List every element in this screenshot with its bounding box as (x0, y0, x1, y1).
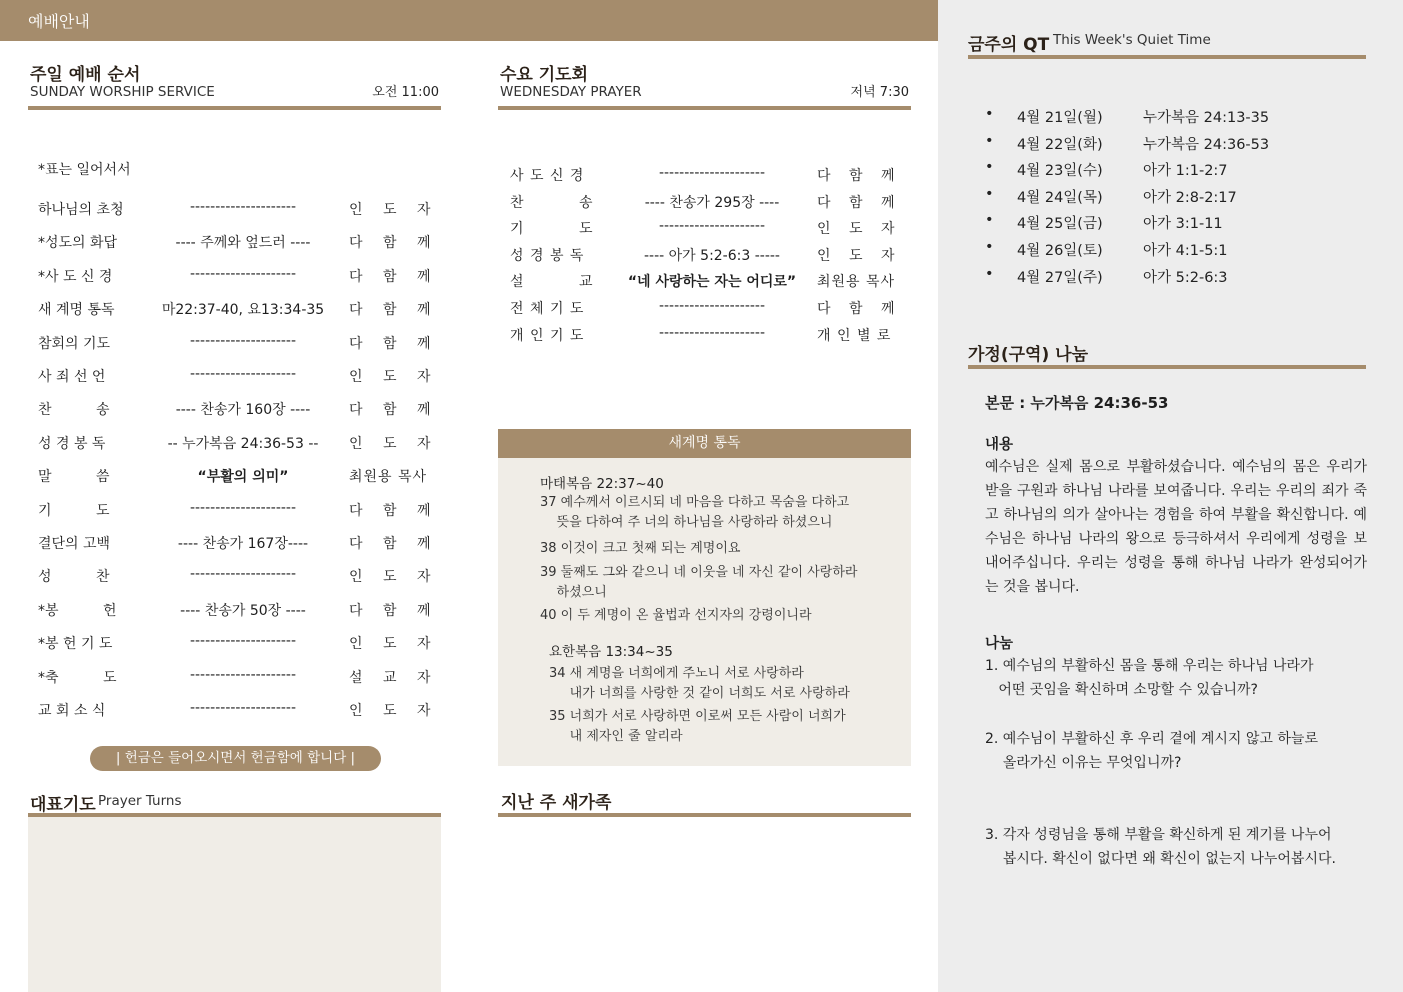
order-leader: 다 함 께 (349, 268, 439, 285)
bullet-icon: • (985, 132, 994, 149)
new-family-header (498, 786, 911, 817)
wednesday-order-row (510, 218, 910, 238)
order-leader: 설 교 자 (349, 669, 439, 686)
wednesday-subtitle: WEDNESDAY PRAYER (500, 84, 642, 100)
order-leader: 최원용 목사 (817, 274, 896, 291)
matthew-verse-line: 하셨으니 (540, 585, 607, 600)
order-detail: 마22:37-40, 요13:34-35 (161, 302, 325, 319)
order-item: 교 회 소 식 (38, 703, 106, 719)
order-leader: 인 도 자 (349, 435, 439, 452)
order-item: *봉 헌 기 도 (38, 636, 113, 653)
john-verse-line: 내 제자인 줄 알리라 (549, 729, 683, 744)
bullet-icon: • (985, 265, 994, 282)
sunday-order-row (38, 566, 441, 586)
order-detail: ---- 찬송가 295장 ---- (644, 194, 780, 211)
sunday-order-row (38, 600, 441, 620)
qt-passage: 아가 1:1-2:7 (1143, 163, 1228, 180)
prayer-turns-box (28, 817, 441, 992)
order-detail: --------------------- (189, 332, 297, 349)
order-detail: --------------------- (189, 566, 297, 583)
qt-date: 4월 25일(금) (1017, 216, 1103, 233)
qt-date: 4월 22일(화) (1017, 136, 1103, 153)
sunday-order-row (38, 667, 441, 687)
sharing-question-1: 1. 예수님의 부활하신 몸을 통해 우리는 하나님 나라가 어떤 곳임을 확신하며 소망할 수 있습니까? (985, 658, 1314, 698)
order-item: *성도의 화답 (38, 235, 118, 252)
order-item: *봉 헌 (38, 602, 117, 619)
qt-item (985, 133, 1365, 153)
order-leader: 인 도 자 (349, 703, 439, 719)
order-leader: 다 함 께 (349, 302, 439, 319)
sunday-order-row (38, 366, 441, 386)
qt-item (985, 266, 1365, 286)
order-item: 찬 송 (38, 402, 110, 419)
qt-passage: 누가복음 24:13-35 (1143, 110, 1270, 126)
order-detail: --------------------- (189, 199, 297, 215)
order-detail: ---- 찬송가 50장 ---- (180, 602, 306, 619)
header-band (0, 0, 938, 41)
bullet-icon: • (985, 185, 994, 202)
order-item: *축 도 (38, 669, 117, 686)
qt-item (985, 106, 1365, 126)
wednesday-order-row (510, 192, 910, 212)
sunday-order-row (38, 466, 441, 486)
order-item: 기 도 (38, 502, 110, 519)
sharing-question-3: 3. 각자 성령님을 통해 부활을 확신하게 된 계기를 나누어 봅시다. 확신이 없다면 왜 확신이 없는지 나누어봅시다. (985, 827, 1336, 867)
sunday-order-row (38, 333, 441, 353)
sunday-order-row (38, 633, 441, 653)
qt-date: 4월 27일(주) (1017, 269, 1103, 286)
order-leader: 다 함 께 (817, 194, 902, 211)
order-item: 말 씀 (38, 469, 110, 486)
new-commandment-title: 새계명 통독 (498, 429, 911, 458)
wednesday-order-row (510, 298, 910, 318)
qt-title: 금주의 QT (968, 35, 1050, 55)
matthew-verse-line: 39 둘째도 그와 같으니 네 이웃을 네 자신 같이 사랑하라 (540, 565, 858, 580)
sharing-content: 예수님은 실제 몸으로 부활하셨습니다. 예수님의 몸은 우리가 받을 구원과 하나님 나라를 보여줍니다. 우리는 우리의 죄가 죽고 하나님의 의가 살아나는 경험을 하여 부활을 확신합니다. 예수님은 하나님 나라의 왕으로 등극하셔서 우리에게 성령을 보내어주십니다. 우리는 성령을 통해 하나님 나라가 완성되어가는 것을 봅니다. (985, 459, 1367, 595)
bullet-icon: • (985, 212, 994, 229)
sunday-note: *표는 일어서서 (38, 162, 131, 178)
qt-passage: 누가복음 24:36-53 (1143, 136, 1270, 153)
order-leader: 다 함 께 (349, 602, 439, 619)
qt-passage: 아가 5:2-6:3 (1143, 269, 1228, 286)
sharing-title: 가정(구역) 나눔 (968, 345, 1088, 365)
qt-date: 4월 23일(수) (1017, 163, 1103, 180)
sunday-order-row (38, 199, 441, 219)
order-item: 성 경 봉 독 (510, 247, 585, 264)
qt-date: 4월 21일(월) (1017, 110, 1103, 126)
order-detail: --------------------- (189, 633, 297, 650)
order-leader: 다 함 께 (817, 168, 902, 184)
qt-item (985, 239, 1365, 259)
sharing-header (968, 338, 1366, 369)
sharing-text-label: 본문 : 누가복음 24:36-53 (985, 394, 1169, 412)
sunday-time: 오전 11:00 (372, 85, 439, 100)
sunday-order-row (38, 500, 441, 520)
order-item: 결단의 고백 (38, 536, 111, 552)
order-item: 하나님의 초청 (38, 202, 124, 218)
header-band-title: 예배안내 (28, 12, 90, 31)
sunday-order-row (38, 232, 441, 252)
new-family-title: 지난 주 새가족 (501, 793, 612, 813)
qt-item (985, 186, 1365, 206)
order-detail: “네 사랑하는 자는 어디로” (627, 274, 797, 291)
prayer-turns-title: 대표기도 (30, 795, 96, 815)
qt-passage: 아가 4:1-5:1 (1143, 243, 1228, 259)
order-item: 기 도 (510, 221, 594, 238)
matthew-ref: 마태복음 22:37~40 (540, 476, 664, 492)
qt-subtitle: This Week's Quiet Time (1053, 32, 1211, 48)
order-detail: ---- 찬송가 160장 ---- (175, 402, 311, 419)
order-detail: --------------------- (658, 298, 766, 314)
order-detail: -- 누가복음 24:36-53 -- (167, 435, 319, 452)
qt-item (985, 159, 1365, 179)
john-verse-line: 내가 너희를 사랑한 것 같이 너희도 서로 사랑하라 (549, 686, 850, 701)
sunday-order-row (38, 533, 441, 553)
bullet-icon: • (985, 106, 994, 122)
order-item: 개 인 기 도 (510, 327, 585, 344)
order-leader: 다 함 께 (349, 235, 439, 252)
order-item: 사 죄 선 언 (38, 369, 106, 385)
order-leader: 인 도 자 (349, 202, 439, 218)
order-item: *사 도 신 경 (38, 268, 113, 285)
qt-passage: 아가 3:1-11 (1143, 216, 1223, 233)
qt-passage: 아가 2:8-2:17 (1143, 189, 1237, 206)
order-item: 찬 송 (510, 194, 594, 211)
order-leader: 다 함 께 (349, 502, 439, 519)
order-detail: --------------------- (658, 218, 766, 235)
order-leader: 인 도 자 (349, 569, 439, 586)
order-detail: ---- 주께와 엎드러 ---- (175, 235, 311, 252)
wednesday-order-row (510, 245, 910, 265)
order-item: 사 도 신 경 (510, 168, 585, 184)
wednesday-header (498, 60, 911, 110)
qt-header (968, 28, 1366, 59)
order-leader: 다 함 께 (349, 536, 439, 552)
prayer-turns-header (28, 790, 441, 817)
sunday-order-row (38, 266, 441, 286)
order-detail: --------------------- (189, 499, 297, 516)
bullet-icon: • (985, 159, 994, 176)
sharing-questions-label: 나눔 (985, 636, 1014, 652)
order-item: 새 계명 통독 (38, 302, 115, 319)
matthew-verse-line: 40 이 두 계명이 온 율법과 선지자의 강령이니라 (540, 608, 812, 623)
john-verse-line: 35 너희가 서로 사랑하면 이로써 모든 사람이 너희가 (549, 709, 846, 724)
order-detail: “부활의 의미” (197, 469, 289, 486)
order-detail: --------------------- (189, 666, 297, 683)
order-item: 성 찬 (38, 569, 110, 586)
order-leader: 인 도 자 (817, 247, 902, 264)
john-ref: 요한복음 13:34~35 (549, 644, 673, 660)
offering-note: | 헌금은 들어오시면서 헌금함에 합니다 | (90, 746, 381, 771)
qt-date: 4월 24일(목) (1017, 189, 1103, 206)
qt-item (985, 212, 1365, 232)
order-leader: 인 도 자 (349, 636, 439, 653)
sunday-order-row (38, 399, 441, 419)
wednesday-title: 수요 기도회 (500, 65, 589, 85)
order-item: 설 교 (510, 274, 594, 291)
sharing-question-2: 2. 예수님이 부활하신 후 우리 곁에 계시지 않고 하늘로 올라가신 이유는 무엇입니까? (985, 731, 1318, 771)
sunday-order-row (38, 299, 441, 319)
bullet-icon: • (985, 239, 994, 255)
sunday-subtitle: SUNDAY WORSHIP SERVICE (30, 84, 215, 100)
matthew-verse-line: 37 예수께서 이르시되 네 마음을 다하고 목숨을 다하고 (540, 495, 850, 510)
order-detail: --------------------- (189, 700, 297, 716)
matthew-verse-line: 뜻을 다하여 주 너의 하나님을 사랑하라 하셨으니 (540, 515, 833, 530)
order-detail: --------------------- (189, 366, 297, 382)
order-item: 성 경 봉 독 (38, 435, 106, 452)
order-leader: 다 함 께 (349, 335, 439, 352)
order-leader: 최원용 목사 (349, 469, 428, 486)
order-item: 전 체 기 도 (510, 301, 585, 317)
wednesday-time: 저녁 7:30 (850, 85, 909, 100)
order-detail: --------------------- (658, 324, 766, 341)
order-item: 참회의 기도 (38, 335, 111, 352)
sunday-title: 주일 예배 순서 (30, 65, 141, 85)
sunday-order-row (38, 433, 441, 453)
wednesday-order-row (510, 325, 910, 345)
prayer-turns-subtitle: Prayer Turns (98, 793, 182, 809)
sunday-order-row (38, 700, 441, 720)
order-leader: 인 도 자 (349, 369, 439, 385)
order-leader: 인 도 자 (817, 221, 902, 238)
order-detail: ---- 아가 5:2-6:3 ----- (644, 247, 780, 264)
wednesday-order-row (510, 165, 910, 185)
order-leader: 다 함 께 (349, 402, 439, 419)
john-verse-line: 34 새 계명을 너희에게 주노니 서로 사랑하라 (549, 666, 804, 681)
wednesday-order-row (510, 271, 910, 291)
matthew-verse-line: 38 이것이 크고 첫째 되는 계명이요 (540, 541, 741, 556)
order-detail: --------------------- (658, 165, 766, 181)
sunday-header (28, 60, 441, 110)
sharing-content-label: 내용 (985, 437, 1014, 453)
order-leader: 개 인 별 로 (817, 327, 892, 344)
qt-date: 4월 26일(토) (1017, 243, 1103, 259)
order-detail: --------------------- (189, 265, 297, 282)
order-leader: 다 함 께 (817, 301, 902, 317)
order-detail: ---- 찬송가 167장---- (177, 536, 309, 552)
